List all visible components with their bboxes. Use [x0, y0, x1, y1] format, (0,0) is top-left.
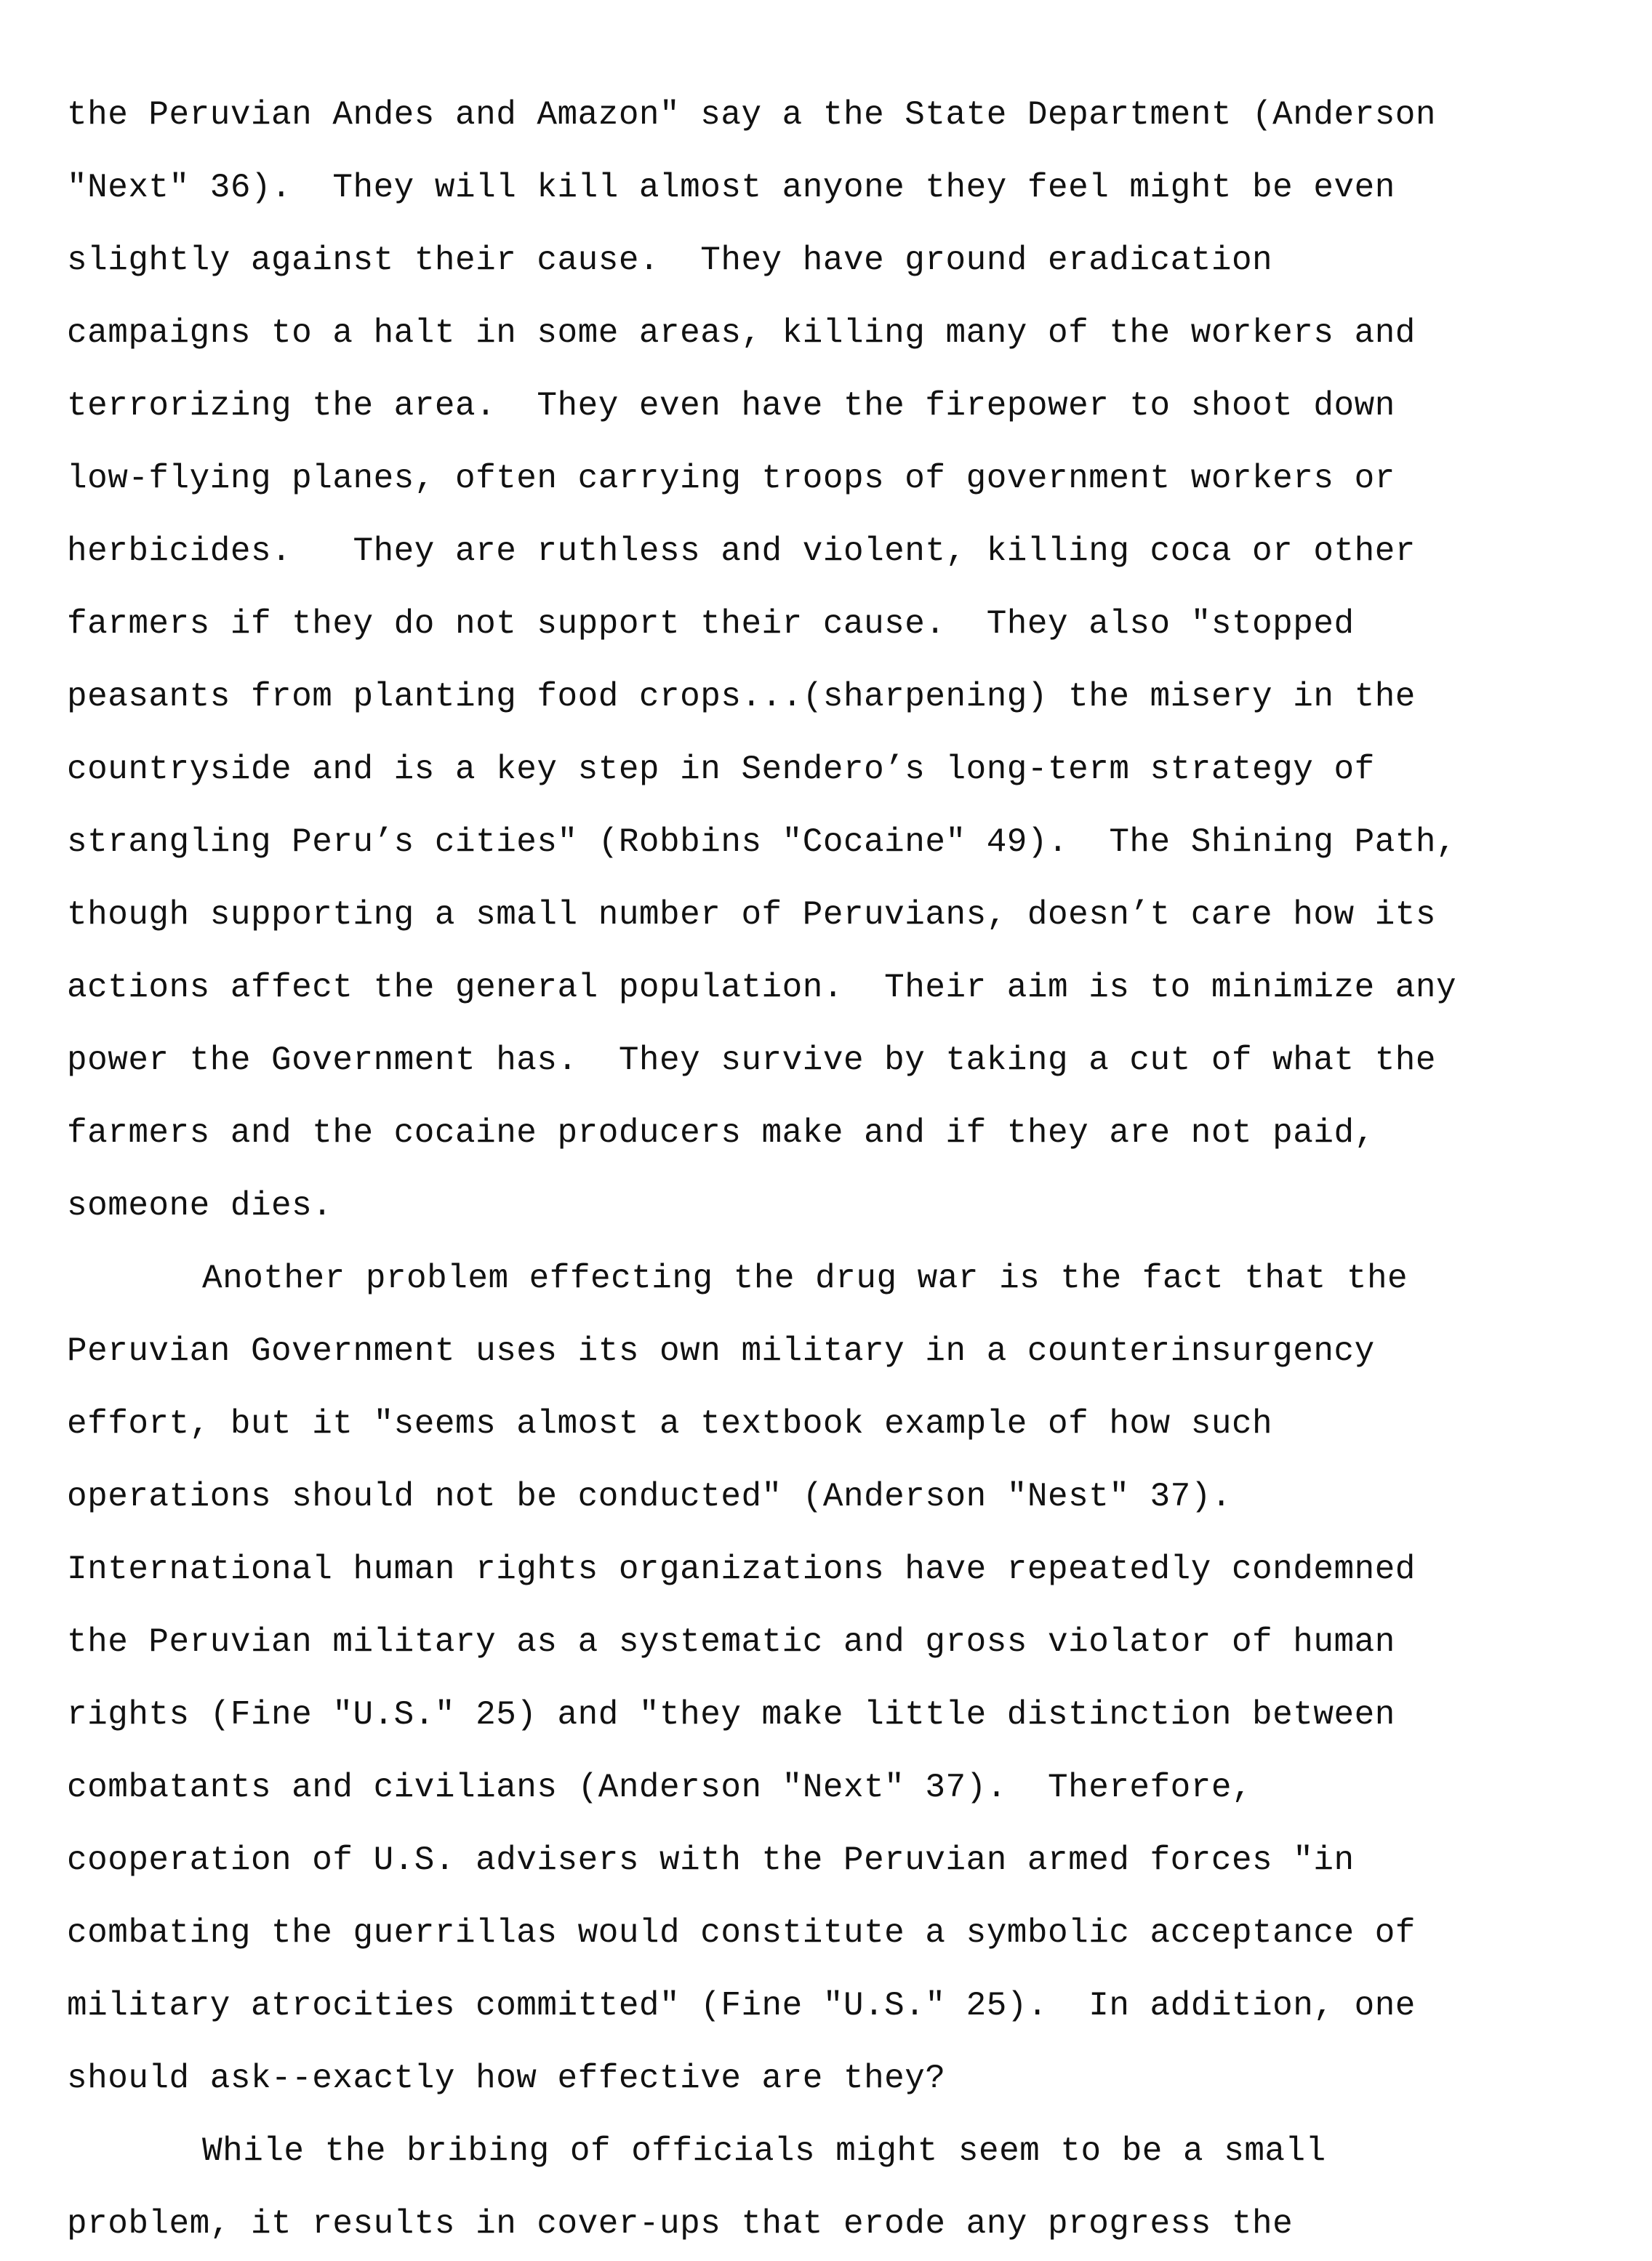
text-line: low-flying planes, often carrying troops of government workers or [67, 460, 1395, 497]
text-line: terrorizing the area. They even have the firepower to shoot down [67, 387, 1395, 425]
text-line: effort, but it "seems almost a textbook example of how such [67, 1405, 1273, 1443]
text-line: the Peruvian Andes and Amazon" say a the State Department (Anderson [67, 96, 1437, 134]
text-line: combatants and civilians (Anderson "Next" 37). Therefore, [67, 1769, 1253, 1806]
paragraph-first-line: While the bribing of officials might seem to be a small [202, 2132, 1326, 2170]
text-line: farmers if they do not support their cause. They also "stopped [67, 605, 1355, 643]
text-line: campaigns to a halt in some areas, killing many of the workers and [67, 314, 1416, 352]
text-line: someone dies. [67, 1187, 333, 1225]
text-line: herbicides. They are ruthless and violent, killing coca or other [67, 532, 1416, 570]
text-line: slightly against their cause. They have ground eradication [67, 241, 1273, 279]
text-line: strangling Peru’s cities" (Robbins "Cocaine" 49). The Shining Path, [67, 823, 1457, 861]
text-line: peasants from planting food crops...(sharpening) the misery in the [67, 678, 1416, 716]
text-line: International human rights organizations have repeatedly condemned [67, 1550, 1416, 1588]
text-line: problem, it results in cover-ups that erode any progress the [67, 2205, 1294, 2243]
text-line: cooperation of U.S. advisers with the Peruvian armed forces "in [67, 1841, 1355, 1879]
text-line: rights (Fine "U.S." 25) and "they make little distinction between [67, 1696, 1395, 1734]
text-line: actions affect the general population. Their aim is to minimize any [67, 969, 1457, 1007]
text-line: power the Government has. They survive by taking a cut of what the [67, 1041, 1437, 1079]
text-line: Peruvian Government uses its own military in a counterinsurgency [67, 1332, 1375, 1370]
text-line: though supporting a small number of Peruvians, doesn’t care how its [67, 896, 1437, 934]
text-line: operations should not be conducted" (Anderson "Nest" 37). [67, 1478, 1232, 1516]
document-body [67, 79, 1608, 2260]
text-line: countryside and is a key step in Sendero’s long-term strategy of [67, 751, 1375, 788]
text-line: farmers and the cocaine producers make and if they are not paid, [67, 1114, 1375, 1152]
text-line: military atrocities committed" (Fine "U.S." 25). In addition, one [67, 1987, 1416, 2025]
text-line: combating the guerrillas would constitute a symbolic acceptance of [67, 1914, 1416, 1952]
text-line: should ask--exactly how effective are they? [67, 2060, 946, 2097]
paragraph-first-line: Another problem effecting the drug war is the fact that the [202, 1260, 1408, 1297]
text-line: "Next" 36). They will kill almost anyone they feel might be even [67, 169, 1395, 207]
text-line: the Peruvian military as a systematic and gross violator of human [67, 1623, 1395, 1661]
